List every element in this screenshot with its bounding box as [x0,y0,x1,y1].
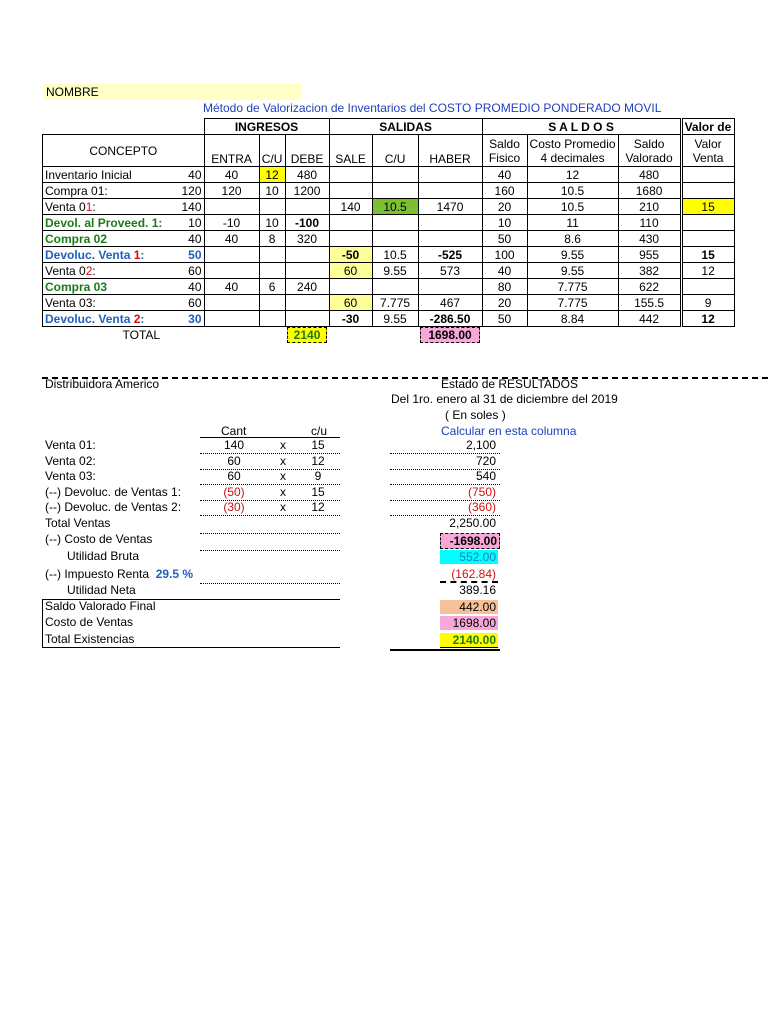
concepto-number: 2 [133,311,141,326]
cell-sale [329,183,372,199]
cell-q: 120 [180,183,205,199]
cell-cu2 [372,279,418,295]
concepto-text: Compra 01: [45,183,108,198]
concepto-text: Inventario Inicial [45,167,132,182]
cell-sale: -50 [329,247,372,263]
rule [200,533,340,534]
line-label: (--) Devoluc. de Ventas 2: [45,500,182,514]
cell-sv: 110 [618,215,681,231]
cell-cp: 7.775 [527,279,618,295]
cell-concepto [43,199,180,215]
concepto-colon: : [140,247,145,262]
group-saldos: S A L D O S [482,119,681,135]
line-cu: 9 [314,469,322,483]
table-row [43,279,735,295]
cell-sv: 622 [618,279,681,295]
cant-header: Cant [221,424,247,438]
cell-cu2: 10.5 [372,247,418,263]
cell-haber [418,167,482,183]
cell-sf: 20 [482,295,527,311]
cell-vv: 12 [681,311,734,327]
concepto-colon: : [92,199,96,214]
line-cu: 15 [311,484,325,499]
cell-haber: -525 [418,247,482,263]
cell-sale: -30 [329,311,372,327]
cell-concepto [43,311,180,327]
line-cant: (30) [223,500,245,514]
cell-cu: 10 [259,183,285,199]
util-neta-label: Utilidad Neta [67,583,136,597]
cell-vv: 12 [681,263,734,279]
cell-q: 60 [180,295,205,311]
cell-vv: 15 [681,247,734,263]
line-cu: 15 [311,438,325,452]
col-cu2: C/U [372,135,418,167]
total-ventas-label: Total Ventas [45,516,111,530]
line-x: x [280,500,286,514]
page-title: Método de Valorizacion de Inventarios del COSTO PROMEDIO PONDERADO MOVIL [203,101,662,115]
cell-cp: 8.6 [527,231,618,247]
rule [200,550,340,551]
cell-sale [329,215,372,231]
cell-cu2 [372,215,418,231]
cell-vv [681,231,734,247]
table-row [43,215,735,231]
line-cant: (50) [223,484,245,499]
group-valor: Valor de [681,119,734,135]
concepto-text: Devol. al Proveed. 1: [45,215,163,230]
concepto-text: Devoluc. Venta [45,311,134,326]
line-cant: 140 [223,438,245,452]
cell-cu [259,247,285,263]
cell-cp: 7.775 [527,295,618,311]
total-exist-value: 2140.00 [440,633,498,648]
cell-haber: 467 [418,295,482,311]
cell-sf: 40 [482,167,527,183]
cell-entra: 40 [204,167,259,183]
cell-vv [681,215,734,231]
cell-concepto [43,263,180,279]
cell-cu: 6 [259,279,285,295]
cell-concepto [43,167,180,183]
cell-debe: 480 [285,167,329,183]
estado-period: Del 1ro. enero al 31 de diciembre del 2019 [391,392,618,406]
total-label: TOTAL [122,328,161,342]
cell-sf: 80 [482,279,527,295]
cell-entra [204,247,259,263]
line-x: x [280,484,286,499]
impuesto-value: (162.84) [440,567,498,583]
nombre-field[interactable]: NOMBRE [43,84,301,100]
line-cant: 60 [227,469,241,483]
cell-sv: 155.5 [618,295,681,311]
cell-sf: 40 [482,263,527,279]
cell-entra: 120 [204,183,259,199]
cell-entra [204,199,259,215]
costo-label: (--) Costo de Ventas [45,532,153,546]
line-label: Venta 03: [45,469,96,483]
cell-cu [259,295,285,311]
cell-cu [259,263,285,279]
table-row [43,263,735,279]
cell-debe [285,295,329,311]
line-value: 2,100 [465,438,496,452]
cu-header: c/u [311,424,328,438]
cell-q: 40 [180,231,205,247]
cell-sv: 442 [618,311,681,327]
inventory-table [42,118,735,343]
cell-q: 60 [180,263,205,279]
cell-q: 40 [180,167,205,183]
cell-haber: 573 [418,263,482,279]
table-row [43,295,735,311]
line-x: x [280,438,286,452]
cell-concepto [43,231,180,247]
line-cu: 12 [311,453,325,468]
impuesto-label: (--) Impuesto Renta 29.5 % [45,567,194,581]
cell-sf: 50 [482,311,527,327]
cell-haber [418,279,482,295]
concepto-text: Venta 0 [45,199,86,214]
table-row [43,167,735,183]
cell-entra: 40 [204,279,259,295]
cell-vv [681,167,734,183]
cell-vv [681,279,734,295]
col-concepto: CONCEPTO [43,135,205,167]
cell-concepto [43,247,180,263]
cell-q: 10 [180,215,205,231]
cell-debe: 1200 [285,183,329,199]
line-value: 720 [475,453,496,468]
cell-sale: 60 [329,295,372,311]
rule [200,515,340,516]
cell-debe [285,311,329,327]
total-exist-label: Total Existencias [45,632,135,646]
box-left-rule [42,599,43,648]
impuesto-rate: 29.5 % [155,567,194,581]
concepto-text: Compra 02 [45,231,108,246]
group-ingresos: INGRESOS [204,119,329,135]
table-row [43,231,735,247]
line-label: (--) Devoluc. de Ventas 1: [45,484,182,499]
cell-entra [204,311,259,327]
line-value: (360) [467,500,496,514]
cell-sv: 955 [618,247,681,263]
line-value: 540 [475,469,496,483]
cell-haber: 1470 [418,199,482,215]
cell-cp: 9.55 [527,247,618,263]
line-x: x [280,453,286,468]
cell-cu: 12 [259,167,285,183]
cell-sale [329,167,372,183]
cell-sv: 210 [618,199,681,215]
cell-entra [204,263,259,279]
cell-sale [329,279,372,295]
rule [42,647,340,648]
cell-cu2 [372,231,418,247]
cell-debe: 240 [285,279,329,295]
cell-cu2: 7.775 [372,295,418,311]
total-debe: 2140 [287,327,327,343]
cell-vv [681,183,734,199]
cell-concepto [43,183,180,199]
cell-entra: 40 [204,231,259,247]
concepto-text: Venta 03: [45,295,96,310]
concepto-text: Venta 0 [45,263,86,278]
total-ventas-value: 2,250.00 [449,516,496,530]
cell-entra [204,295,259,311]
cell-cp: 8.84 [527,311,618,327]
cell-cu2 [372,167,418,183]
col-saldo-valorado: Saldo Valorado [618,135,681,167]
cell-sv: 1680 [618,183,681,199]
cell-haber [418,231,482,247]
rule [390,649,500,651]
col-saldo-fisico: Saldo Fisico [482,135,527,167]
util-bruta-label: Utilidad Bruta [67,549,140,563]
cell-debe [285,263,329,279]
company-name: Distribuidora Americo [45,377,160,391]
table-row [43,199,735,215]
cell-sv: 382 [618,263,681,279]
estado-currency: ( En soles ) [445,408,506,422]
cell-sf: 50 [482,231,527,247]
cell-sf: 20 [482,199,527,215]
table-row [43,311,735,327]
total-haber: 1698.00 [420,327,480,343]
cell-cp: 9.55 [527,263,618,279]
saldo-final-label: Saldo Valorado Final [45,599,156,613]
estado-title: Estado de RESULTADOS [441,377,578,391]
col-debe: DEBE [285,135,329,167]
cell-cp: 10.5 [527,183,618,199]
cell-concepto [43,279,180,295]
costo-value: -1698.00 [440,533,500,549]
cell-sv: 430 [618,231,681,247]
costo-ventas-value: 1698.00 [440,616,498,630]
concepto-colon: : [92,263,96,278]
rule [200,583,340,584]
group-salidas: SALIDAS [329,119,482,135]
cell-cu: 8 [259,231,285,247]
concepto-text: Devoluc. Venta [45,247,134,262]
col-valor-venta: Valor Venta [681,135,734,167]
cell-cu: 10 [259,215,285,231]
concepto-number: 1 [85,199,93,214]
cell-concepto [43,295,180,311]
util-bruta-value: 552.00 [440,550,498,564]
col-sale: SALE [329,135,372,167]
util-neta-value: 389.16 [459,583,496,597]
cell-q: 30 [180,311,205,327]
cell-vv: 15 [681,199,734,215]
cell-vv: 9 [681,295,734,311]
table-row [43,183,735,199]
concepto-colon: : [140,311,145,326]
table-row [43,247,735,263]
cell-debe: 320 [285,231,329,247]
concepto-number: 2 [85,263,93,278]
cell-sf: 100 [482,247,527,263]
cell-cu2: 10.5 [372,199,418,215]
cell-debe [285,247,329,263]
cell-q: 40 [180,279,205,295]
cell-sv: 480 [618,167,681,183]
line-cu: 12 [311,500,325,514]
cell-haber: -286.50 [418,311,482,327]
cell-debe [285,199,329,215]
cell-cp: 12 [527,167,618,183]
saldo-final-value: 442.00 [440,600,498,614]
cell-entra: -10 [204,215,259,231]
line-label: Venta 02: [45,453,96,468]
cell-cp: 11 [527,215,618,231]
concepto-number: 1 [133,247,141,262]
cell-sale: 60 [329,263,372,279]
cell-cu [259,311,285,327]
col-entra: ENTRA [204,135,259,167]
col-costo-promedio: Costo Promedio 4 decimales [527,135,618,167]
cell-debe: -100 [285,215,329,231]
cell-concepto [43,215,180,231]
cell-cp: 10.5 [527,199,618,215]
cell-haber [418,183,482,199]
line-cant: 60 [227,453,241,468]
cell-sale [329,231,372,247]
costo-ventas-label: Costo de Ventas [45,615,134,629]
cell-sf: 10 [482,215,527,231]
calc-note: Calcular en esta columna [441,424,577,438]
cell-cu2 [372,183,418,199]
cell-cu2: 9.55 [372,311,418,327]
cell-sf: 160 [482,183,527,199]
col-cu: C/U [259,135,285,167]
cell-cu2: 9.55 [372,263,418,279]
cell-cu [259,199,285,215]
line-x: x [280,469,286,483]
cell-sale: 140 [329,199,372,215]
cell-q: 50 [180,247,205,263]
line-value: (750) [467,484,496,499]
line-label: Venta 01: [45,438,96,452]
col-haber: HABER [418,135,482,167]
cell-q: 140 [180,199,205,215]
concepto-text: Compra 03 [45,279,108,294]
cell-haber [418,215,482,231]
